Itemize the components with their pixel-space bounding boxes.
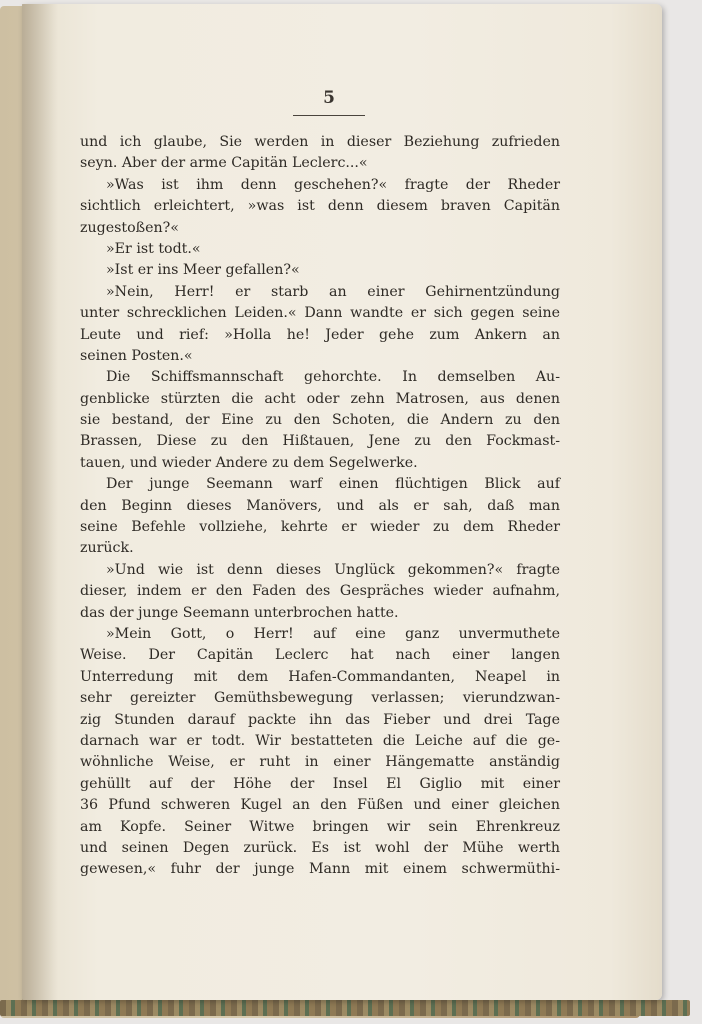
text-line: den Beginn dieses Manövers, und als er sah, daß man <box>80 497 560 514</box>
text-line: am Kopfe. Seiner Witwe bringen wir sein Ehrenkreuz <box>80 818 560 835</box>
text-line: das der junge Seemann unterbrochen hatte. <box>80 604 399 621</box>
text-line: zig Stunden darauf packte ihn das Fieber und drei Tage <box>80 711 560 728</box>
text-line: sie bestand, der Eine zu den Schoten, die Andern zu den <box>80 412 560 429</box>
text-line: zurück. <box>80 540 134 557</box>
page-number-rule <box>293 115 365 116</box>
marbled-cover-edge <box>0 1000 690 1016</box>
text-line: seine Befehle vollziehe, kehrte er wieder zu dem Rheder <box>80 519 560 536</box>
text-line: seinen Posten.« <box>80 347 193 364</box>
text-line: dieser, indem er den Faden des Gespräches wieder aufnahm, <box>80 583 560 600</box>
text-line: zugestoßen?« <box>80 219 179 236</box>
text-line: sehr gereizter Gemüthsbewegung verlassen; vierundzwan- <box>80 690 560 707</box>
text-line: Unterredung mit dem Hafen-Commandanten, Neapel in <box>80 668 560 685</box>
text-line: »Was ist ihm denn geschehen?« fragte der Rheder <box>106 176 560 193</box>
body-text <box>80 132 560 881</box>
page-gutter-shadow <box>22 4 58 1000</box>
text-line: und ich glaube, Sie werden in dieser Beziehung zufrieden <box>80 134 560 150</box>
text-line: »Nein, Herr! er starb an einer Gehirnentzündung <box>106 283 560 300</box>
text-line: unter schrecklichen Leiden.« Dann wandte er sich gegen seine <box>80 305 560 322</box>
text-line: sichtlich erleichtert, »was ist denn diesem braven Capitän <box>80 198 560 215</box>
text-line: darnach war er todt. Wir bestatteten die Leiche auf die ge- <box>80 732 560 749</box>
text-line: und seinen Degen zurück. Es ist wohl der Mühe werth <box>80 839 560 856</box>
text-line: wöhnliche Weise, er ruht in einer Hängematte anständig <box>80 754 560 771</box>
text-line: gehüllt auf der Höhe der Insel El Giglio mit einer <box>80 775 560 792</box>
page-number: 5 <box>323 88 335 108</box>
text-line: 36 Pfund schweren Kugel an den Füßen und einer gleichen <box>80 797 560 814</box>
text-line: gewesen,« fuhr der junge Mann mit einem schwermüthi- <box>80 861 560 878</box>
text-line: genblicke stürzten die acht oder zehn Matrosen, aus denen <box>80 390 560 407</box>
book-page <box>22 4 662 1000</box>
text-line: »Ist er ins Meer gefallen?« <box>106 262 300 279</box>
text-line: tauen, und wieder Andere zu dem Segelwerke. <box>80 454 418 471</box>
text-line: »Er ist todt.« <box>106 240 201 257</box>
text-line: Die Schiffsmannschaft gehorchte. In demselben Au- <box>106 369 560 386</box>
text-line: Brassen, Diese zu den Hißtauen, Jene zu den Fockmast- <box>80 433 560 450</box>
text-line: Der junge Seemann warf einen flüchtigen Blick auf <box>106 476 560 493</box>
text-line: »Und wie ist denn dieses Unglück gekommen?« fragte <box>106 561 560 578</box>
text-line: »Mein Gott, o Herr! auf eine ganz unvermuthete <box>106 625 560 642</box>
text-line: seyn. Aber der arme Capitän Leclerc...« <box>80 155 368 172</box>
text-line: Weise. Der Capitän Leclerc hat nach einer langen <box>80 647 560 664</box>
text-line: Leute und rief: »Holla he! Jeder gehe zum Ankern an <box>80 326 560 343</box>
